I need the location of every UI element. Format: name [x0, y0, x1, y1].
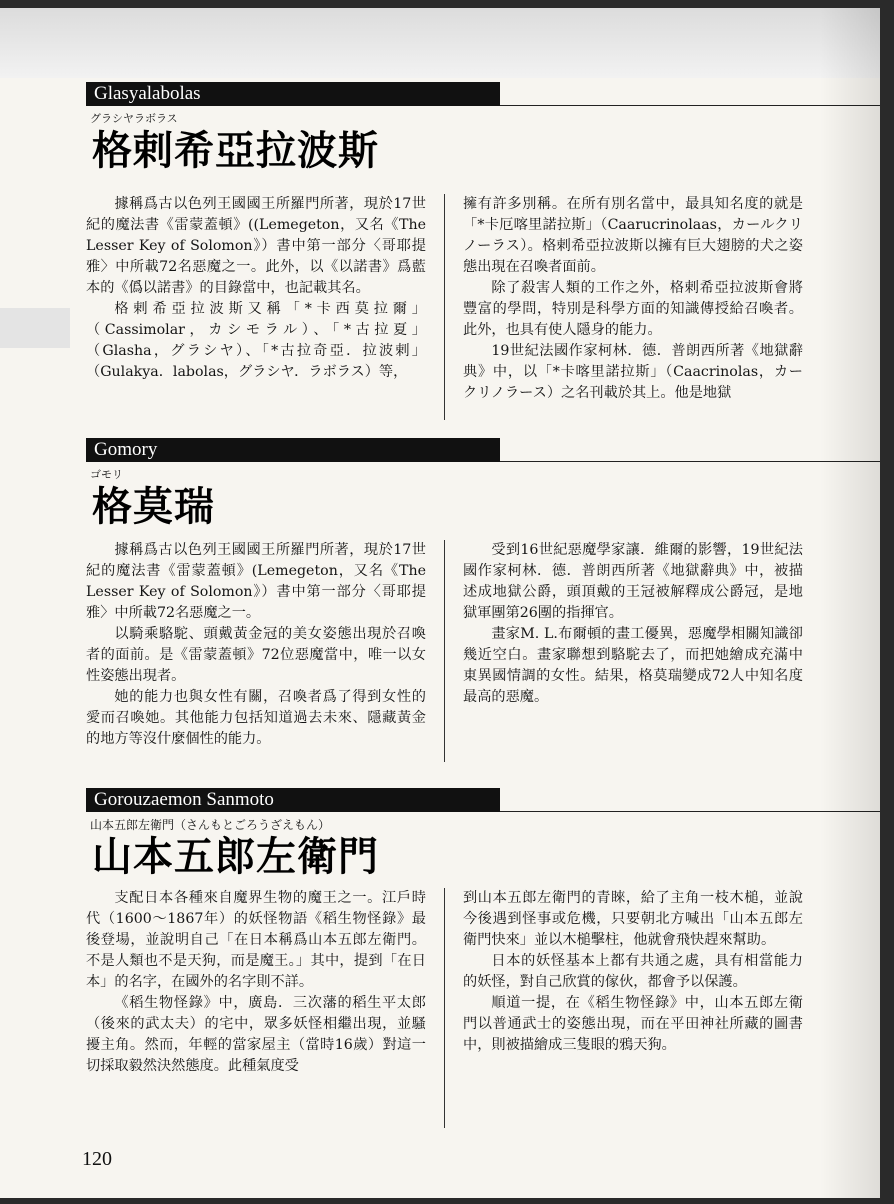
- paragraph: 除了殺害人類的工作之外，格剌希亞拉波斯會將豐富的學問，特別是科學方面的知識傳授給召喚者。此外，也具有使人隱身的能力。: [463, 280, 803, 338]
- page-number: 120: [82, 1148, 112, 1170]
- entry-title: 山本五郎左衛門: [92, 834, 379, 880]
- entry-glasyalabolas: [86, 82, 880, 174]
- entry-banner: [86, 82, 880, 106]
- right-column: [463, 194, 803, 420]
- entry-banner: [86, 788, 880, 812]
- entry-kana: グラシヤラボラス: [90, 112, 178, 125]
- entry-body-gorouzaemon: [86, 888, 803, 1128]
- right-column: [463, 540, 803, 762]
- book-page: [0, 8, 880, 1198]
- paragraph: 19世紀法國作家柯林．德．普朗西所著《地獄辭典》中，以「*卡喀里諾拉斯」（Caacrinolas，カークリノラース）之名刊載於其上。他是地獄: [463, 343, 803, 401]
- paragraph: 《稻生物怪錄》中，廣島．三次藩的稻生平太郎（後來的武太夫）的宅中，眾多妖怪相繼出現，並騷擾主角。然而，年輕的當家屋主（當時16歲）對這一切採取毅然決然態度。此種氣度受: [86, 995, 426, 1074]
- column-divider: [444, 194, 445, 420]
- entry-english-name: Glasyalabolas: [94, 83, 201, 104]
- paragraph: 順道一提，在《稻生物怪錄》中，山本五郎左衛門以普通武士的姿態出現，而在平田神社所藏的圖書中，則被描繪成三隻眼的鴉天狗。: [463, 995, 803, 1053]
- entry-title: 格莫瑞: [92, 484, 215, 530]
- right-column: [463, 888, 803, 1128]
- entry-banner: [86, 438, 880, 462]
- paragraph: 據稱爲古以色列王國國王所羅門所著，現於17世紀的魔法書《雷蒙蓋頓》(Lemegeton，又名《The Lesser Key of Solomon》）書中第一部分〈哥耶提雅〉中所載72名惡魔之一。: [86, 542, 426, 621]
- paragraph: 她的能力也與女性有關，召喚者爲了得到女性的愛而召喚她。其他能力包括知道過去未來、隱藏黃金的地方等沒什麼個性的能力。: [86, 689, 426, 747]
- column-divider: [444, 888, 445, 1128]
- left-column: [86, 540, 426, 762]
- page-top-shadow: [0, 8, 880, 78]
- paragraph: 到山本五郎左衛門的青睞，給了主角一枝木槌，並說今後遇到怪事或危機，只要朝北方喊出「山本五郎左衛門快來」並以木槌擊柱，他就會飛快趕來幫助。: [463, 890, 803, 948]
- paragraph: 畫家M. L.布爾頓的畫工優異，惡魔學相關知識卻幾近空白。畫家聯想到駱駝去了，而把她繪成充滿中東異國情調的女性。結果，格莫瑞變成72人中知名度最高的惡魔。: [463, 626, 803, 705]
- entry-title: 格剌希亞拉波斯: [92, 128, 379, 174]
- entry-gomory: [86, 438, 880, 530]
- entry-english-name: Gorouzaemon Sanmoto: [94, 789, 274, 810]
- entry-kana: 山本五郎左衛門（さんもとごろうざえもん）: [90, 818, 331, 832]
- entry-english-name: Gomory: [94, 439, 158, 460]
- entry-body-gomory: [86, 540, 803, 762]
- paragraph: 以騎乘駱駝、頭戴黃金冠的美女姿態出現於召喚者的面前。是《雷蒙蓋頓》72位惡魔當中，唯一以女性姿態出現者。: [86, 626, 426, 684]
- paragraph: 受到16世紀惡魔學家讓．維爾的影響，19世紀法國作家柯林．德．普朗西所著《地獄辭典》中，被描述成地獄公爵，頭頂戴的王冠被解釋成公爵冠，是地獄軍團第26團的指揮官。: [463, 542, 803, 621]
- paragraph: 據稱爲古以色列王國國王所羅門所著，現於17世紀的魔法書《雷蒙蓋頓》((Lemegeton，又名《The Lesser Key of Solomon》）書中第一部分〈哥耶提雅〉中所載72名惡魔之一。此外，以《以諾書》爲藍本的《僞以諾書》的目錄當中，也記載其名。: [86, 196, 426, 296]
- entry-gorouzaemon-sanmoto: [86, 788, 880, 880]
- column-divider: [444, 540, 445, 762]
- left-column: [86, 194, 426, 420]
- entry-kana: ゴモリ: [90, 468, 123, 481]
- paragraph: 日本的妖怪基本上都有共通之處，具有相當能力的妖怪，對自己欣賞的傢伙，都會予以保護。: [463, 953, 803, 990]
- bleed-through-mark: [0, 308, 70, 348]
- entry-body-glasyalabolas: [86, 194, 803, 420]
- left-column: [86, 888, 426, 1128]
- paragraph: 擁有許多別稱。在所有別名當中，最具知名度的就是「*卡厄喀里諾拉斯」（Caarucrinolaas，カールクリノーラス）。格剌希亞拉波斯以擁有巨大翅膀的犬之姿態出現在召喚者面前。: [463, 196, 803, 275]
- paragraph: 格剌希亞拉波斯又稱「*卡西莫拉爾」（Cassimolar，カシモラル）、「*古拉夏」（Glasha，グラシヤ）、「*古拉奇亞．拉波剌」（Gulakya．labolas，グラシヤ．ラボラス）等，: [86, 301, 426, 380]
- paragraph: 支配日本各種來自魔界生物的魔王之一。江戶時代（1600～1867年）的妖怪物語《稻生物怪錄》最後登場，並說明自己「在日本稱爲山本五郎左衛門。不是人類也不是天狗，而是魔王。」其中，提到「在日本」的名字，在國外的名字則不詳。: [86, 890, 426, 990]
